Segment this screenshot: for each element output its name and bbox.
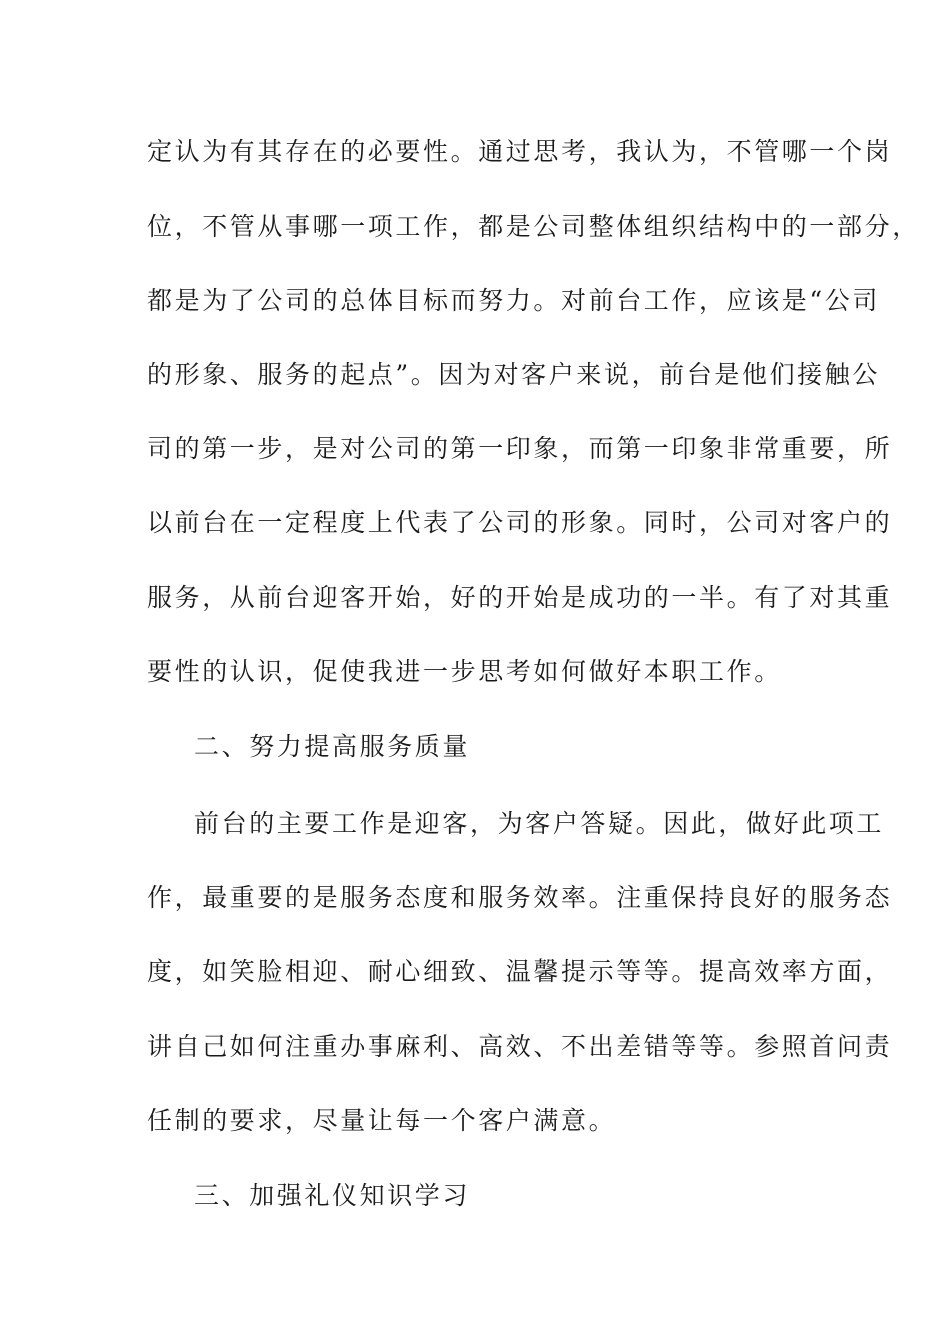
text-line: 任制的要求，尽量让每一个客户满意。	[147, 1106, 617, 1135]
section-heading-2: 二、努力提高服务质量	[194, 732, 471, 761]
text-line: 要性的认识，促使我进一步思考如何做好本职工作。	[147, 657, 782, 686]
text-line: 讲自己如何注重办事麻利、高效、不出差错等等。参照首问责	[147, 1032, 893, 1061]
text-line: 以前台在一定程度上代表了公司的形象。同时，公司对客户的	[147, 508, 893, 537]
text-line: 度，如笑脸相迎、耐心细致、温馨提示等等。提高效率方面，	[147, 957, 893, 986]
text-line: 位，不管从事哪一项工作，都是公司整体组织结构中的一部分，	[147, 212, 920, 241]
text-line: 服务，从前台迎客开始，好的开始是成功的一半。有了对其重	[147, 583, 893, 612]
text-line: 的形象、服务的起点”。因为对客户来说，前台是他们接触公	[147, 360, 880, 389]
text-line: 前台的主要工作是迎客，为客户答疑。因此，做好此项工	[194, 809, 885, 838]
text-line: 都是为了公司的总体目标而努力。对前台工作，应该是“公司	[147, 286, 880, 315]
section-heading-3: 三、加强礼仪知识学习	[194, 1181, 471, 1210]
text-line: 定认为有其存在的必要性。通过思考，我认为，不管哪一个岗	[147, 137, 893, 166]
text-line: 作，最重要的是服务态度和服务效率。注重保持良好的服务态	[147, 883, 893, 912]
text-line: 司的第一步，是对公司的第一印象，而第一印象非常重要，所	[147, 434, 893, 463]
